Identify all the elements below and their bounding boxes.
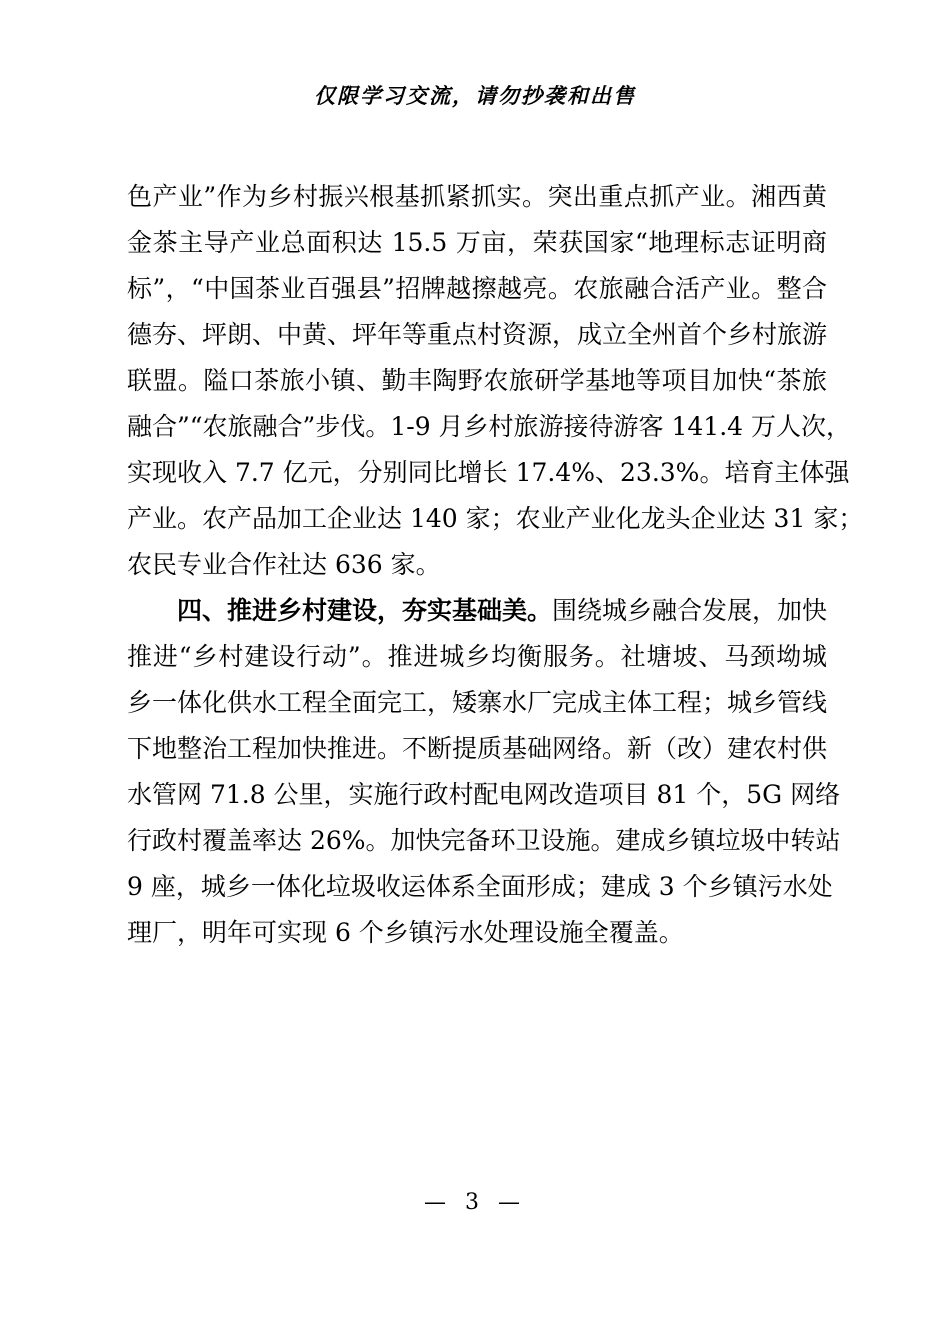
page-header: 仅限学习交流，请勿抄袭和出售 [314,84,636,108]
text-line: 理厂，明年可实现 6 个乡镇污水处理设施全覆盖。 [127,918,684,947]
text-line: 标”，“中国茶业百强县”招牌越擦越亮。农旅融合活产业。整合 [127,274,827,303]
text-line: 融合”“农旅融合”步伐。1-9 月乡村旅游接待游客 141.4 万人次， [127,412,852,441]
page-number: — 3 — [424,1190,526,1215]
text-line: 水管网 71.8 公里，实施行政村配电网改造项目 81 个，5G 网络 [127,780,841,809]
paragraph-2 [127,588,841,956]
heading-continuation: 围绕城乡融合发展，加快 [552,596,828,625]
text-line-first [127,588,827,634]
body-text [127,174,864,956]
text-line: 乡一体化供水工程全面完工，矮寨水厂完成主体工程；城乡管线 [127,688,828,717]
text-line: 色产业”作为乡村振兴根基抓紧抓实。突出重点抓产业。湘西黄 [127,182,827,211]
text-line: 实现收入 7.7 亿元，分别同比增长 17.4%、23.3%。培育主体强 [127,458,850,487]
text-line: 推进“乡村建设行动”。推进城乡均衡服务。社塘坡、马颈坳城 [127,642,827,671]
text-line: 德夯、坪朗、中黄、坪年等重点村资源，成立全州首个乡村旅游 [127,320,828,349]
paragraph-1 [127,174,864,588]
text-line: 行政村覆盖率达 26%。加快完备环卫设施。建成乡镇垃圾中转站 [127,826,841,855]
text-line: 金茶主导产业总面积达 15.5 万亩，荣获国家“地理标志证明商 [127,228,827,257]
text-line: 下地整治工程加快推进。不断提质基础网络。新（改）建农村供 [127,734,828,763]
text-line: 农民专业合作社达 636 家。 [127,550,441,579]
section-heading: 四、推进乡村建设，夯实基础美。 [177,596,553,625]
text-line: 联盟。隘口茶旅小镇、勤丰陶野农旅研学基地等项目加快“茶旅 [127,366,827,395]
text-line: 产业。农产品加工企业达 140 家；农业产业化龙头企业达 31 家； [127,504,864,533]
text-line: 9 座，城乡一体化垃圾收运体系全面形成；建成 3 个乡镇污水处 [127,872,833,901]
